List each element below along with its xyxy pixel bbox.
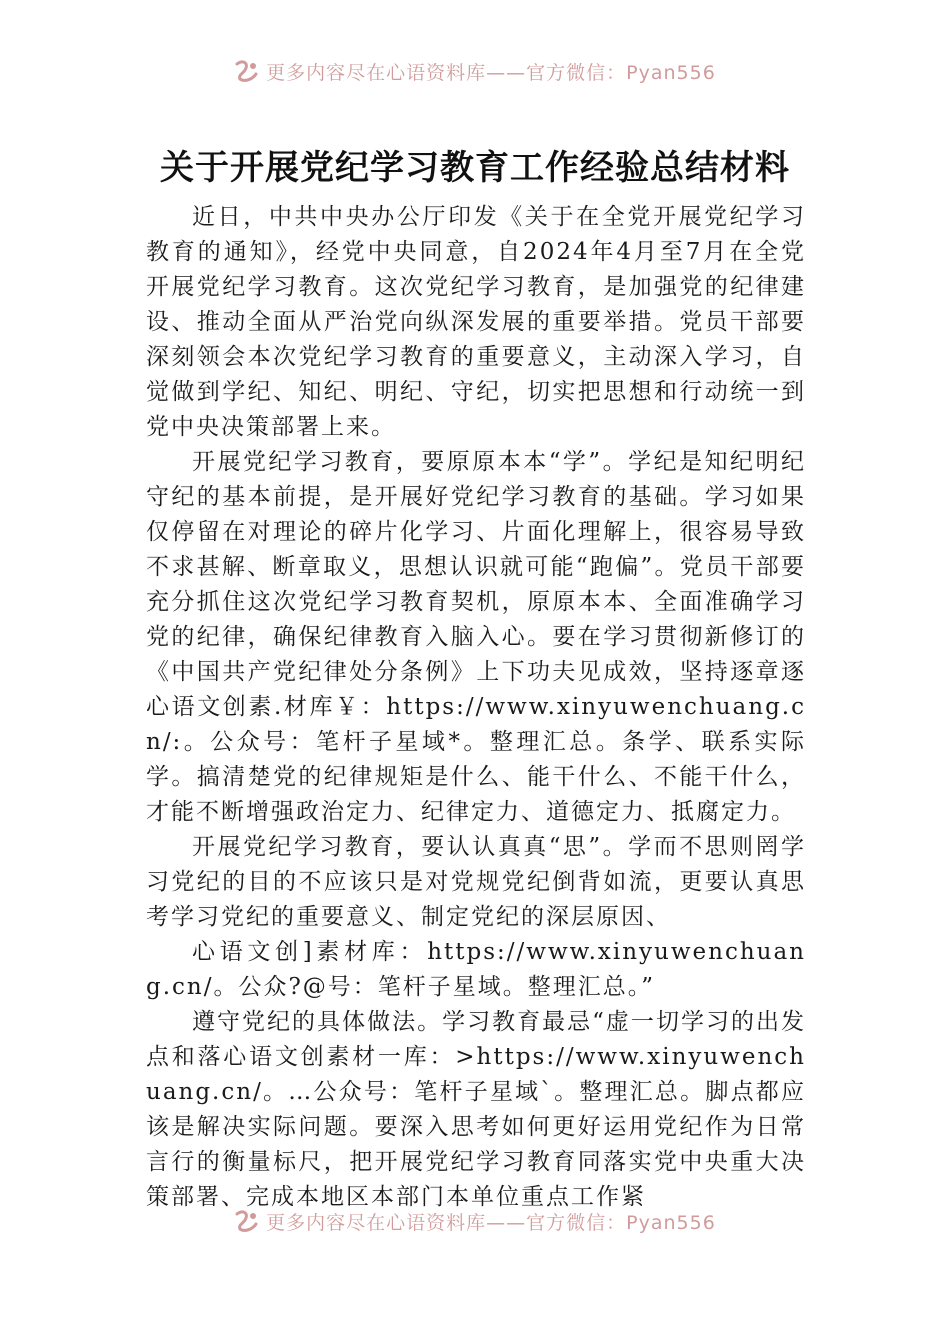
paragraph: 心语文创]素材库：https://www.xinyuwenchuang.cn/。公众?@号：笔杆子星域。整理汇总。” — [146, 939, 806, 1000]
footer-watermark-text: 更多内容尽在心语资料库——官方微信：Pyan556 — [266, 1212, 716, 1234]
footer-watermark — [0, 1208, 950, 1237]
document-title: 关于开展党纪学习教育工作经验总结材料 — [160, 148, 790, 188]
brand-logo-icon — [234, 1210, 260, 1237]
paragraph: 遵守党纪的具体做法。学习教育最忌“虚一切学习的出发点和落心语文创素材一库：>https://www.xinyuwenchuang.cn/。…公众号：笔杆子星域`。整理汇总。脚点都应该是解决实际问题。要深入思考如何更好运用党纪作为日常言行的衡量标尺，把开展党纪学习教育同落实党中央重大决策部署、完成本地区本部门本单位重点工作紧 — [146, 1009, 806, 1210]
paragraph: 近日，中共中央办公厅印发《关于在全党开展党纪学习教育的通知》，经党中央同意，自2024年4月至7月在全党开展党纪学习教育。这次党纪学习教育，是加强党的纪律建设、推动全面从严治党向纵深发展的重要举措。党员干部要深刻领会本次党纪学习教育的重要意义，主动深入学习，自觉做到学纪、知纪、明纪、守纪，切实把思想和行动统一到党中央决策部署上来。 — [146, 204, 806, 440]
paragraph: 开展党纪学习教育，要认认真真“思”。学而不思则罔学习党纪的目的不应该只是对党规党纪倒背如流，更要认真思考学习党纪的重要意义、制定党纪的深层原因、 — [146, 834, 806, 930]
header-watermark-text: 更多内容尽在心语资料库——官方微信：Pyan556 — [266, 62, 716, 84]
paragraph: 开展党纪学习教育，要原原本本“学”。学纪是知纪明纪守纪的基本前提，是开展好党纪学习教育的基础。学习如果仅停留在对理论的碎片化学习、片面化理解上，很容易导致不求甚解、断章取义，思想认识就可能“跑偏”。党员干部要充分抓住这次党纪学习教育契机，原原本本、全面准确学习党的纪律，确保纪律教育入脑入心。要在学习贯彻新修订的《中国共产党纪律处分条例》上下功夫见成效，坚持逐章逐心语文创素.材库￥：https://www.xinyuwenchuang.cn/:。公众号：笔杆子星域*。整理汇总。条学、联系实际学。搞清楚党的纪律规矩是什么、能干什么、不能干什么，才能不断增强政治定力、纪律定力、道德定力、抵腐定力。 — [146, 449, 806, 825]
document-body — [146, 200, 806, 1215]
header-watermark — [0, 58, 950, 87]
brand-logo-icon — [234, 60, 260, 87]
